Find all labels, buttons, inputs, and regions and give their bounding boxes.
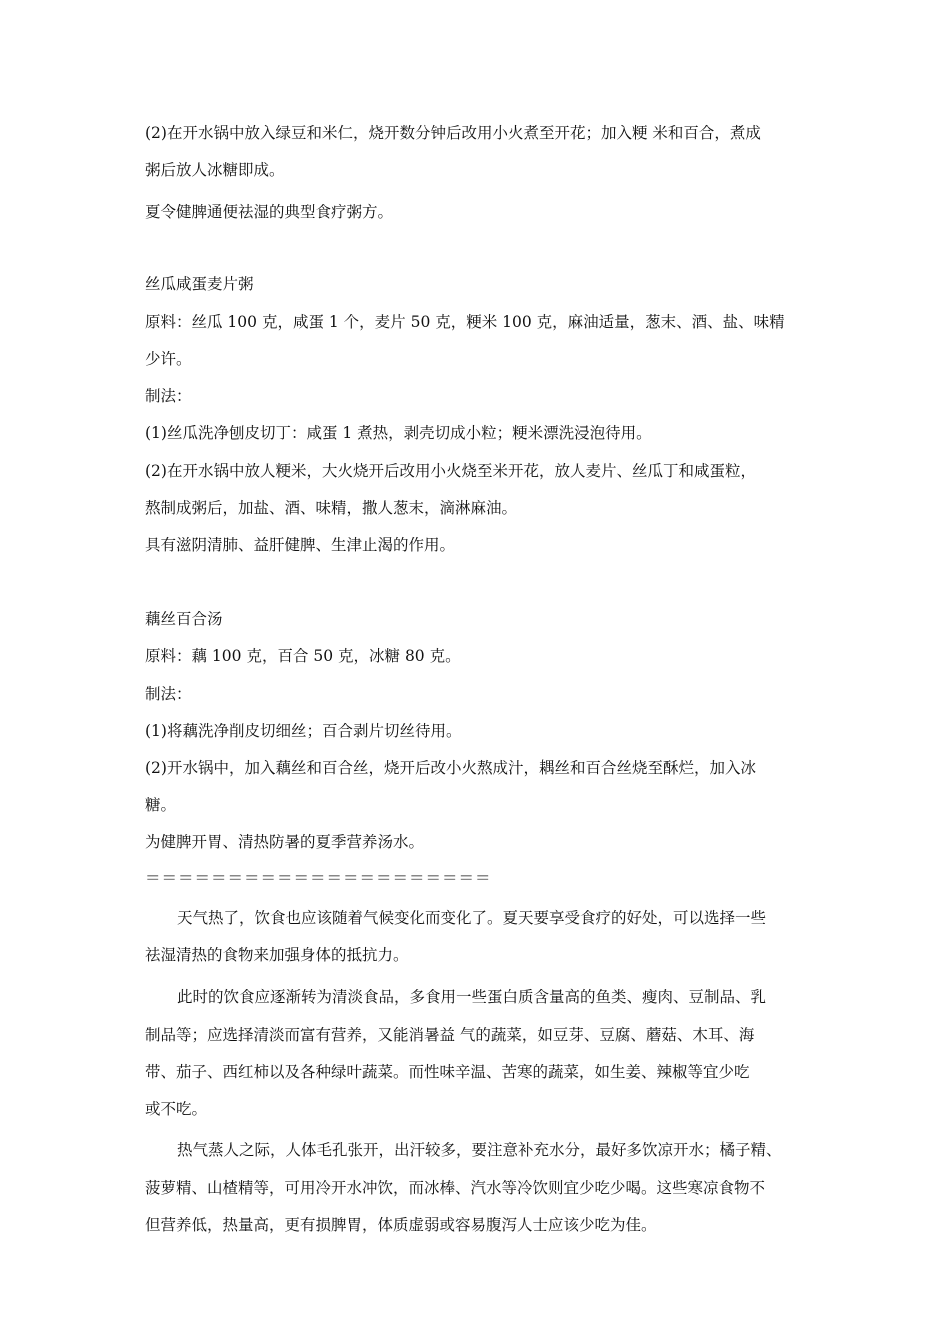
lotus-recipe-title: 藕丝百合汤 [145,610,223,628]
lotus-step2-line2: 糖。 [145,796,177,814]
lotus-summary: 为健脾开胃、清热防暑的夏季营养汤水。 [145,833,425,851]
loofah-ingredients-line1: 原料：丝瓜 100 克，咸蛋 1 个，麦片 50 克，粳米 100 克，麻油适量，葱末、酒、盐、味精 [145,313,785,331]
loofah-summary: 具有滋阴清肺、益肝健脾、生津止渴的作用。 [145,536,456,554]
loofah-ingredients-line2: 少许。 [145,350,192,368]
mung-bean-step2-line1: (2)在开水锅中放入绿豆和米仁，烧开数分钟后改用小火煮至开花；加入粳 米和百合，煮成 [145,124,761,142]
article-p2-line4: 或不吃。 [145,1100,208,1118]
article-p1-line1: 天气热了，饮食也应该随着气候变化而变化了。夏天要享受食疗的好处，可以选择一些 [177,909,767,927]
article-p3-line1: 热气蒸人之际，人体毛孔张开，出汗较多，要注意补充水分，最好多饮凉开水；橘子精、 [177,1141,782,1159]
loofah-step2-line2: 熬制成粥后，加盐、酒、味精，撒人葱末，滴淋麻油。 [145,499,518,517]
article-p1-line2: 祛湿清热的食物来加强身体的抵抗力。 [145,946,409,964]
section-separator: ＝＝＝＝＝＝＝＝＝＝＝＝＝＝＝＝＝＝＝＝＝ [145,869,492,887]
article-p2-line2: 制品等；应选择清淡而富有营养，又能消暑益 气的蔬菜，如豆芽、豆腐、蘑菇、木耳、海 [145,1026,755,1044]
lotus-method-label: 制法： [145,685,192,703]
article-p3-line2: 菠萝精、山楂精等，可用冷开水冲饮，而冰棒、汽水等冷饮则宜少吃少喝。这些寒凉食物不 [145,1179,766,1197]
loofah-method-label: 制法： [145,387,192,405]
article-p2-line3: 带、茄子、西红柿以及各种绿叶蔬菜。而性味辛温、苦寒的蔬菜，如生姜、辣椒等宜少吃 [145,1063,750,1081]
article-p2-line1: 此时的饮食应逐渐转为清淡食品，多食用一些蛋白质含量高的鱼类、瘦肉、豆制品、乳 [177,988,767,1006]
loofah-recipe-title: 丝瓜咸蛋麦片粥 [145,275,254,293]
mung-bean-summary: 夏令健脾通便祛湿的典型食疗粥方。 [145,203,394,221]
lotus-step2-line1: (2)开水锅中，加入藕丝和百合丝，烧开后改小火熬成汁，耦丝和百合丝烧至酥烂，加入冰 [145,759,756,777]
lotus-step1: (1)将藕洗净削皮切细丝；百合剥片切丝待用。 [145,722,462,740]
loofah-step1: (1)丝瓜洗净刨皮切丁：咸蛋 1 煮热，剥壳切成小粒；粳米漂洗浸泡待用。 [145,424,652,442]
article-p3-line3: 但营养低，热量高，更有损脾胃，体质虚弱或容易腹泻人士应该少吃为佳。 [145,1216,657,1234]
mung-bean-step2-line2: 粥后放人冰糖即成。 [145,161,285,179]
lotus-ingredients: 原料：藕 100 克，百合 50 克，冰糖 80 克。 [145,647,461,665]
loofah-step2-line1: (2)在开水锅中放人粳米，大火烧开后改用小火烧至米开花，放人麦片、丝瓜丁和咸蛋粒， [145,462,756,480]
